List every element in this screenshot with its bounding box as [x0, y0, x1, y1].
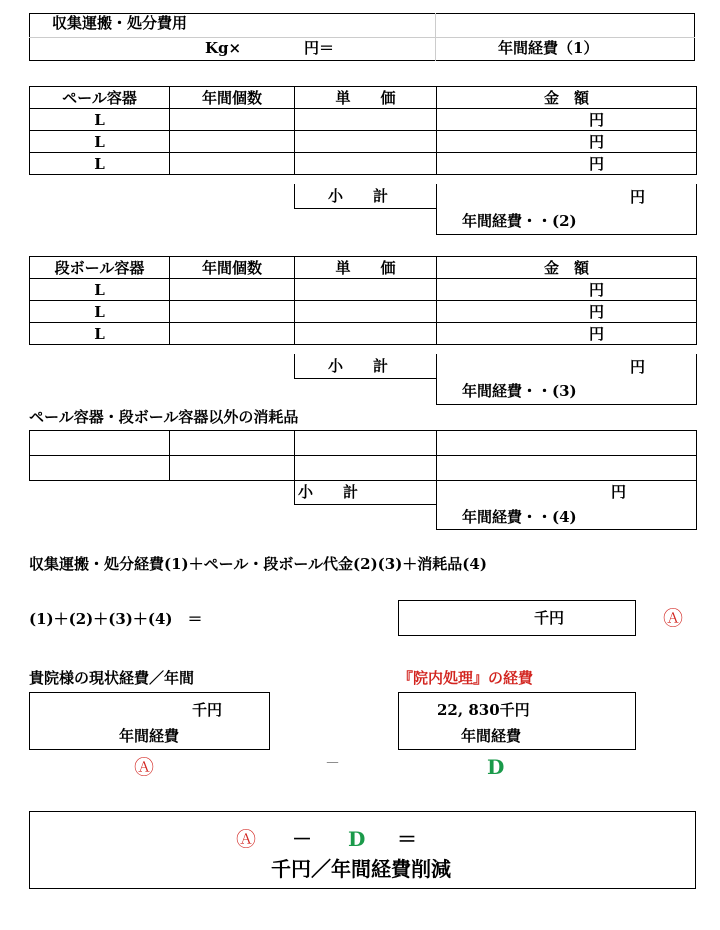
annual-cost-1: 年間経費（1）: [498, 39, 599, 57]
cardboard-table: [29, 256, 697, 345]
current-cost-unit: 千円: [192, 701, 223, 719]
header-amount: 金 額: [437, 87, 697, 109]
header-amount: 金 額: [437, 257, 697, 279]
formula-sum: (1)＋(2)＋(3)＋(4) ＝: [29, 610, 203, 628]
pail-subtotal-yen: 円: [630, 188, 646, 206]
table-row: [30, 109, 697, 131]
size-cell: L: [30, 279, 170, 301]
cardboard-subtotal-yen: 円: [630, 358, 646, 376]
price-cell: [295, 131, 437, 153]
consumables-subtotal-label: 小 計: [298, 483, 359, 501]
collection-cost-divider: [29, 37, 695, 38]
count-cell: [170, 109, 295, 131]
table-row: [30, 153, 697, 175]
amount-cell: 円: [437, 109, 697, 131]
table-row: [30, 431, 697, 456]
final-mark-a: Ⓐ: [236, 827, 256, 851]
kg-label: Kg×: [205, 39, 242, 57]
final-equals: ＝: [397, 827, 417, 851]
header-unit-price: 単 価: [295, 87, 437, 109]
consumables-subtotal-yen: 円: [611, 483, 627, 501]
final-mark-d: D: [348, 827, 366, 851]
amount-cell: 円: [437, 279, 697, 301]
consumable-cell: [30, 456, 170, 481]
mark-a-formula: Ⓐ: [663, 606, 683, 630]
consumables-annual-cost: 年間経費・・(4): [462, 508, 577, 526]
amount-cell: 円: [437, 153, 697, 175]
header-pail-container: ペール容器: [30, 87, 170, 109]
cardboard-annual-cost: 年間経費・・(3): [462, 382, 577, 400]
final-result-text: 千円／年間経費削減: [271, 857, 451, 881]
pail-table: [29, 86, 697, 175]
header-annual-count: 年間個数: [170, 87, 295, 109]
size-cell: L: [30, 131, 170, 153]
table-header-row: [30, 257, 697, 279]
size-cell: L: [30, 109, 170, 131]
formula-result-unit: 千円: [534, 609, 565, 627]
table-row: [30, 323, 697, 345]
collection-cost-vline: [435, 13, 436, 61]
mark-d-inhouse: D: [487, 755, 505, 779]
inhouse-cost-value: 22, 830千円: [437, 701, 530, 719]
price-cell: [295, 323, 437, 345]
count-cell: [170, 301, 295, 323]
consumable-cell: [295, 431, 437, 456]
price-cell: [295, 279, 437, 301]
yen-equals-label: 円＝: [304, 39, 335, 57]
header-unit-price: 単 価: [295, 257, 437, 279]
count-cell: [170, 279, 295, 301]
amount-cell: 円: [437, 131, 697, 153]
current-cost-annual: 年間経費: [119, 727, 180, 745]
amount-cell: 円: [437, 323, 697, 345]
pail-subtotal-label: 小 計: [328, 187, 389, 205]
inhouse-cost-title: 『院内処理』の経費: [398, 669, 534, 687]
consumable-cell: [437, 431, 697, 456]
inhouse-cost-annual: 年間経費: [461, 727, 522, 745]
table-row: [30, 301, 697, 323]
count-cell: [170, 131, 295, 153]
consumable-cell: [170, 456, 295, 481]
consumable-cell: [295, 456, 437, 481]
consumables-title: ペール容器・段ボール容器以外の消耗品: [29, 408, 299, 426]
pail-annual-cost: 年間経費・・(2): [462, 212, 577, 230]
header-cardboard-container: 段ボール容器: [30, 257, 170, 279]
price-cell: [295, 109, 437, 131]
consumable-cell: [30, 431, 170, 456]
consumable-cell: [170, 431, 295, 456]
table-row: [30, 131, 697, 153]
size-cell: L: [30, 301, 170, 323]
price-cell: [295, 301, 437, 323]
formula-result-box: [398, 600, 636, 636]
header-annual-count: 年間個数: [170, 257, 295, 279]
size-cell: L: [30, 323, 170, 345]
current-cost-title: 貴院様の現状経費／年間: [29, 669, 195, 687]
amount-cell: 円: [437, 301, 697, 323]
consumables-table: [29, 430, 697, 481]
count-cell: [170, 323, 295, 345]
table-header-row: [30, 87, 697, 109]
cardboard-subtotal-label: 小 計: [328, 357, 389, 375]
count-cell: [170, 153, 295, 175]
formula-line: 収集運搬・処分経費(1)＋ペール・段ボール代金(2)(3)＋消耗品(4): [29, 555, 487, 573]
final-minus: －: [292, 827, 312, 851]
table-row: [30, 456, 697, 481]
price-cell: [295, 153, 437, 175]
collection-cost-title: 収集運搬・処分費用: [52, 14, 188, 32]
compare-minus: －: [325, 754, 341, 772]
consumable-cell: [437, 456, 697, 481]
table-row: [30, 279, 697, 301]
mark-a-current: Ⓐ: [134, 755, 154, 779]
size-cell: L: [30, 153, 170, 175]
